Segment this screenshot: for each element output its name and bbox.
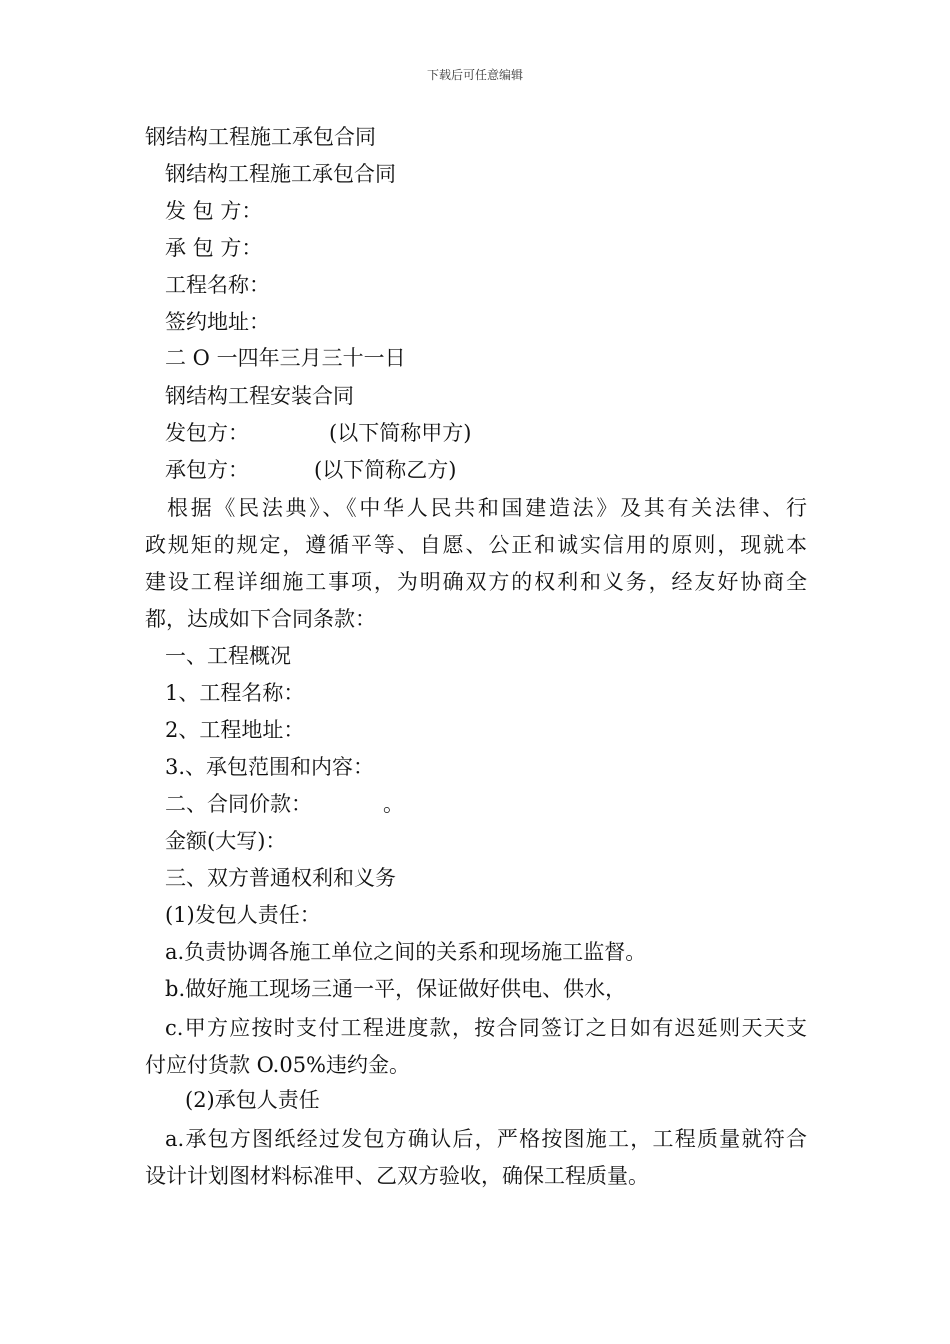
section-2-title: 二、合同价款： <box>165 792 312 816</box>
employer-duties-heading: (1)发包人责任： <box>165 903 321 927</box>
cover-title: 钢结构工程施工承包合同 <box>165 162 396 186</box>
project-name-field: 工程名称： <box>165 273 270 297</box>
employer-duty-c <box>145 1010 807 1084</box>
section-1-item-1: 1、工程名称： <box>165 681 305 705</box>
preamble-line: 根据《民法典》、《中华人民共和国建造法》及其有关法律、行 <box>167 496 807 520</box>
contractor-field: 承 包 方： <box>165 236 263 260</box>
document-title: 钢结构工程施工承包合同 <box>145 125 376 149</box>
employer-duty-b: b.做好施工现场三通一平，保证做好供电、供水， <box>165 977 627 1001</box>
preamble-paragraph <box>145 490 807 638</box>
sign-place-field: 签约地址： <box>165 310 270 334</box>
section-1-item-3: 3.、承包范围和内容： <box>165 755 375 779</box>
duty-c-line: 付应付货款 O.05%违约金。 <box>145 1053 411 1077</box>
party-b-label: 承包方： <box>165 458 249 482</box>
contractor-duties-heading: (2)承包人责任 <box>185 1088 320 1112</box>
employer-duty-a: a.负责协调各施工单位之间的关系和现场施工监督。 <box>165 940 647 964</box>
contractor-duty-a-line: a.承包方图纸经过发包方确认后，严格按图施工，工程质量就符合 <box>165 1127 807 1151</box>
agreement-title: 钢结构工程安装合同 <box>165 384 354 408</box>
contractor-duty-a <box>145 1121 807 1195</box>
party-b-note: (以下简称乙方) <box>314 458 457 482</box>
preamble-line: 建设工程详细施工事项，为明确双方的权利和义务，经友好协商全 <box>145 570 807 594</box>
section-1-item-2: 2、工程地址： <box>165 718 305 742</box>
page-header: 下载后可任意编辑 <box>426 68 523 82</box>
contract-date: 二 O 一四年三月三十一日 <box>165 346 406 370</box>
contractor-duty-a-line: 设计计划图材料标准甲、乙双方验收，确保工程质量。 <box>145 1164 649 1188</box>
section-2-period: 。 <box>383 792 404 816</box>
section-3-title: 三、双方普通权利和义务 <box>165 866 396 890</box>
party-a-label: 发包方： <box>165 421 249 445</box>
duty-c-line: c.甲方应按时支付工程进度款，按合同签订之日如有迟延则天天支 <box>165 1016 807 1040</box>
section-2-amount: 金额(大写)： <box>165 829 287 853</box>
preamble-line: 都，达成如下合同条款： <box>145 607 376 631</box>
section-1-title: 一、工程概况 <box>165 644 291 668</box>
preamble-line: 政规矩的规定，遵循平等、自愿、公正和诚实信用的原则，现就本 <box>145 533 807 557</box>
party-a-note: (以下简称甲方) <box>329 421 472 445</box>
employer-field: 发 包 方： <box>165 199 263 223</box>
